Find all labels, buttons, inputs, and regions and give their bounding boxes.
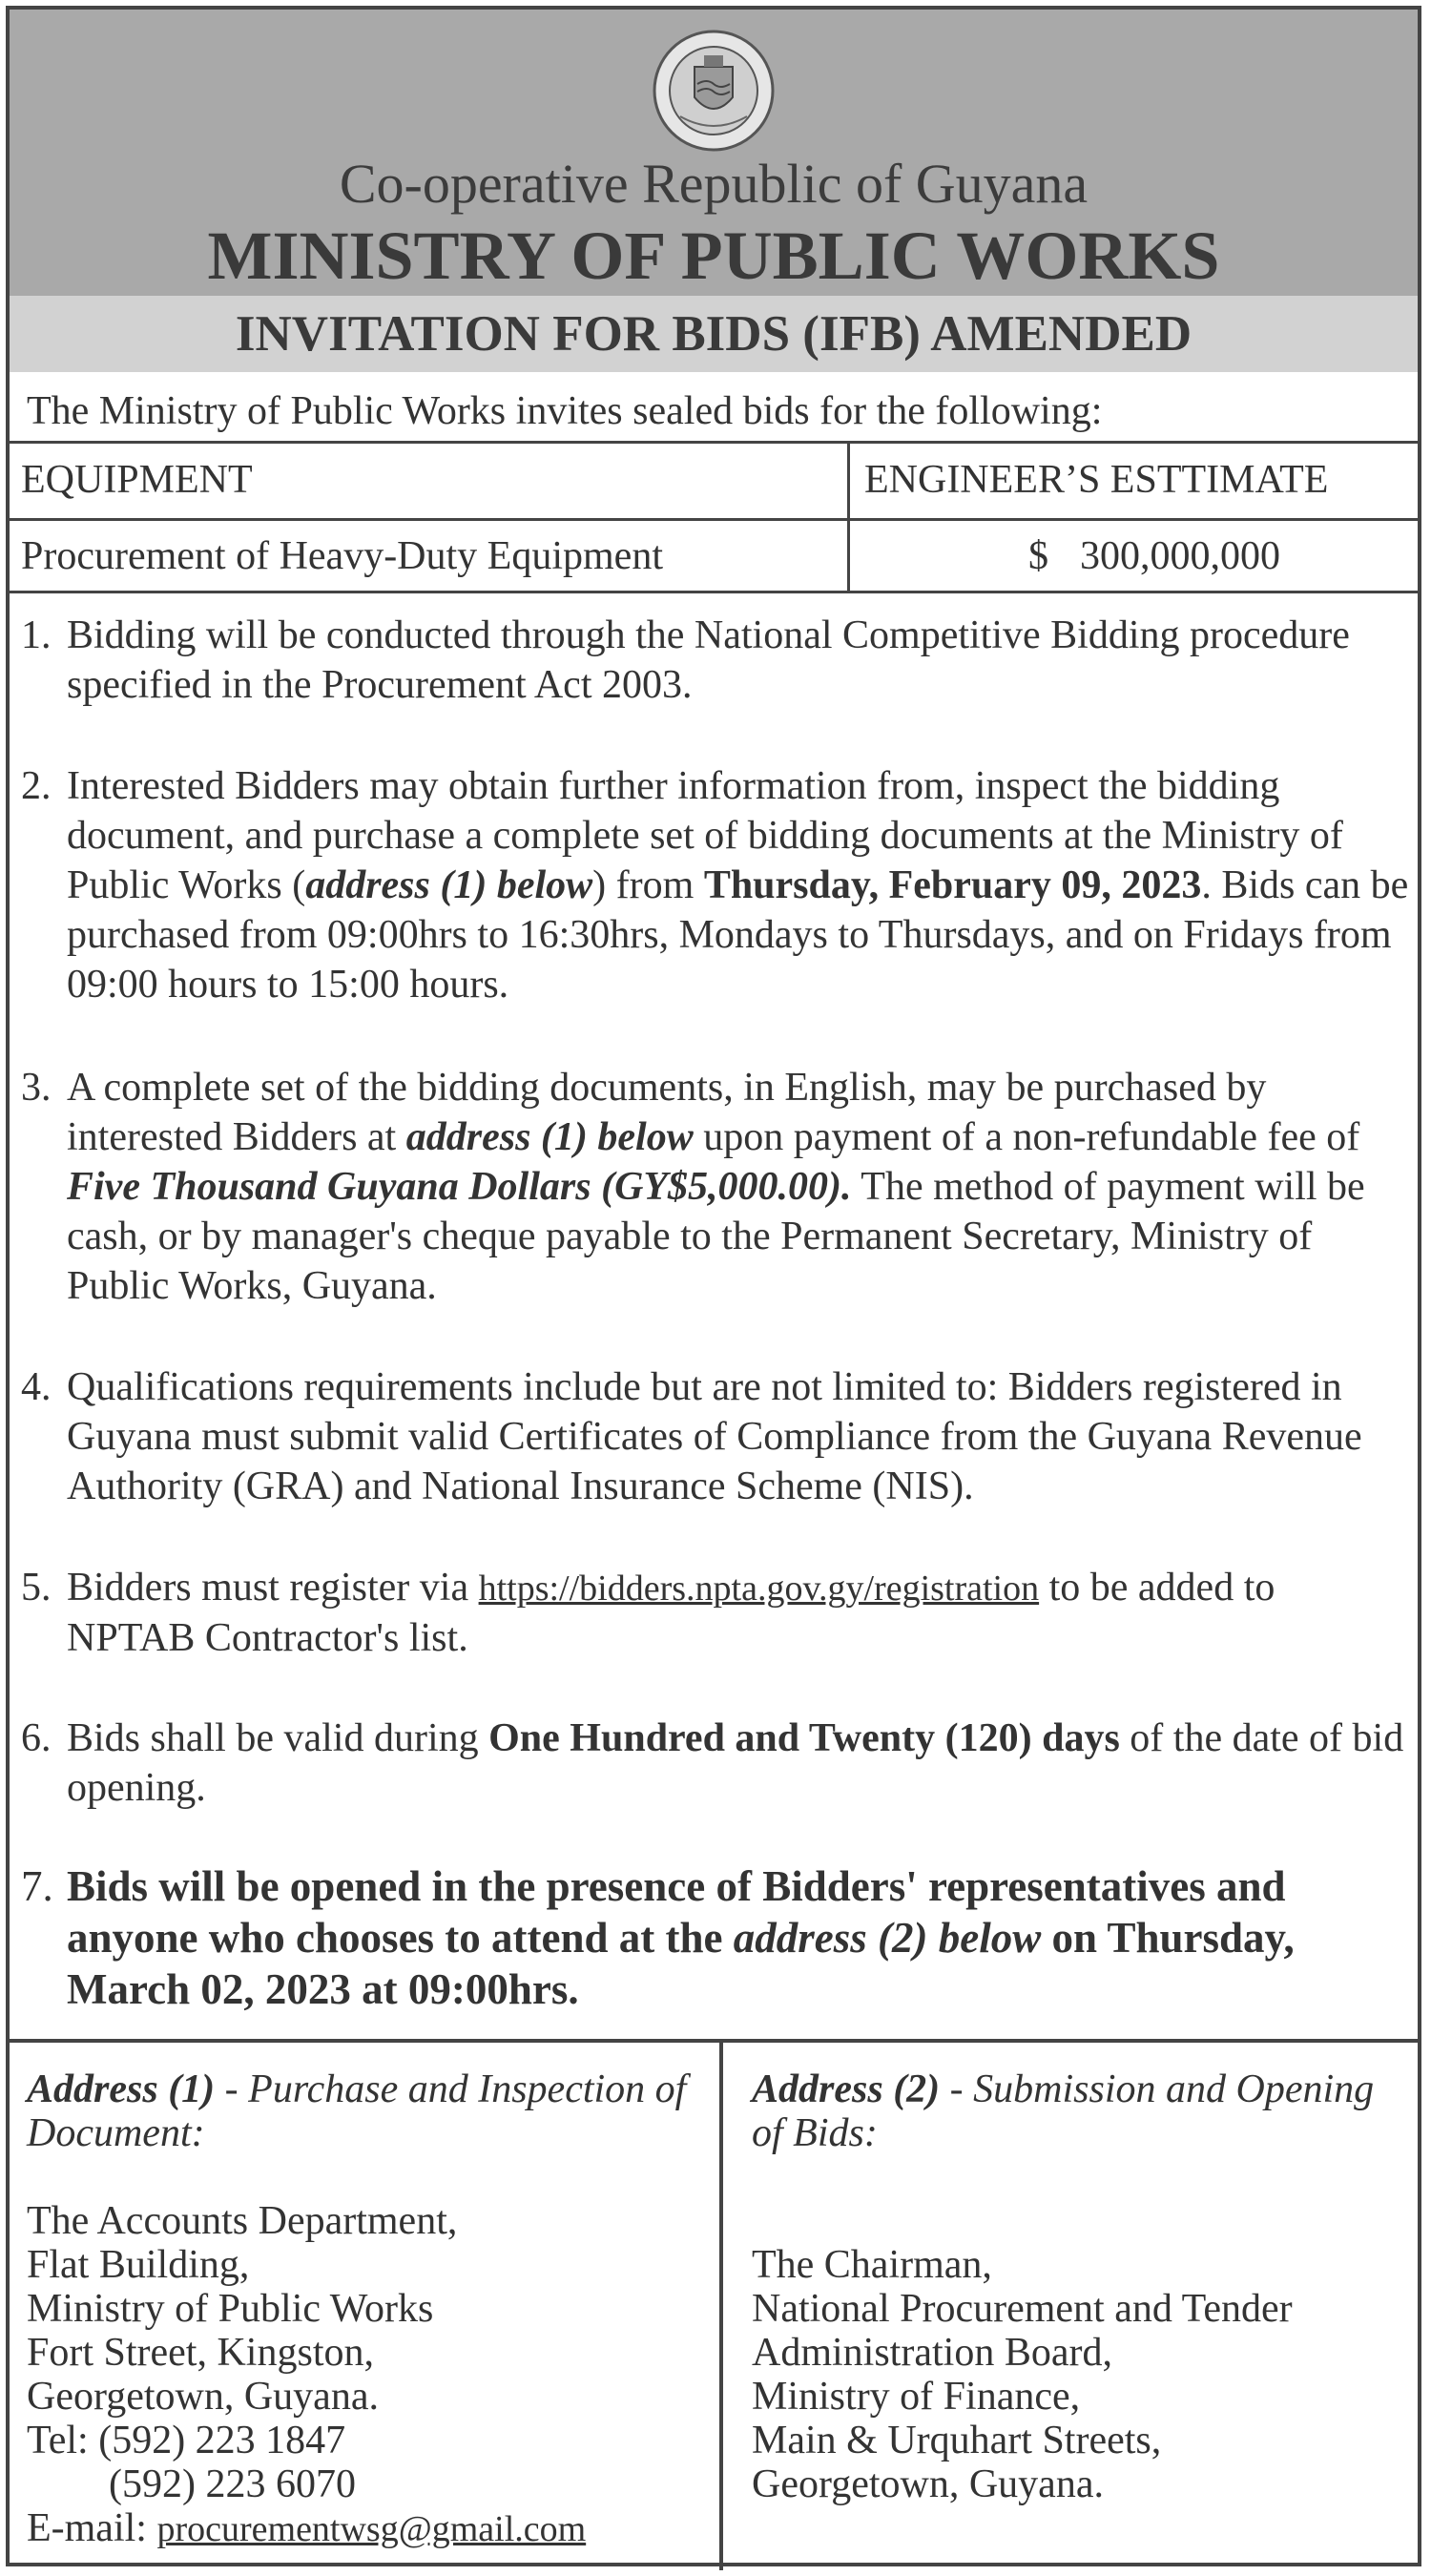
table-header-estimate: ENGINEER’S ESTTIMATE [864, 458, 1329, 502]
item-number: 1. [21, 613, 52, 657]
item-text: Bids will be opened in the presence of Bidders' representatives and anyone who chooses to attend at the [67, 1862, 1286, 1962]
address-1-label: Address (1) [27, 2067, 216, 2111]
item-text: Qualifications requirements include but are not limited to: Bidders registered in Guyana must submit valid Certificates of Compliance from the Guyana Revenue Authority (GRA) and National Insurance Scheme (NIS). [67, 1365, 1362, 1508]
fee-amount: Five Thousand Guyana Dollars (GY$5,000.00). [67, 1165, 852, 1209]
table-row-divider [10, 518, 1418, 521]
intro-text: The Ministry of Public Works invites sealed bids for the following: [27, 389, 1103, 433]
item-text: Interested Bidders may obtain further information from, inspect the bidding document, and purchase a complete set of bidding documents at the Ministry of Public Works ( [67, 764, 1343, 907]
address-reference: address (1) below [405, 1115, 694, 1159]
address-line: The Chairman, [752, 2243, 992, 2287]
item-text: upon payment of a non-refundable fee of [693, 1115, 1360, 1159]
item-number: 6. [21, 1716, 52, 1760]
telephone-number: (592) 223 1847 [98, 2419, 346, 2462]
list-item [21, 1860, 1409, 2015]
notice-frame [6, 6, 1421, 2566]
list-item [21, 611, 1409, 710]
item-text: . Bids can be purchased from 09:00hrs to 16:30hrs, Mondays to Thursdays, and on Fridays from 09:00 hours to 15:00 hours. [67, 863, 1409, 1007]
item-text: The method of payment will be cash, or by manager's cheque payable to the Permanent Secretary, Ministry of Public Works, Guyana. [67, 1165, 1365, 1308]
start-date: Thursday, February 09, 2023 [703, 863, 1202, 907]
item-text: Bids shall be valid during [67, 1716, 489, 1760]
item-number: 4. [21, 1365, 52, 1409]
tel-label: Tel: [27, 2419, 99, 2462]
table-cell-item: Procurement of Heavy-Duty Equipment [21, 534, 663, 578]
table-column-divider [847, 444, 850, 593]
address-line: Main & Urquhart Streets, [752, 2419, 1162, 2462]
address-2-heading [752, 2067, 1410, 2155]
item-text: Bidders must register via [67, 1566, 479, 1610]
address-1-heading [27, 2067, 695, 2155]
telephone-number: (592) 223 6070 [109, 2462, 356, 2506]
address-2-label: Address (2) [752, 2067, 941, 2111]
address-1-lines [27, 2199, 695, 2551]
list-item [21, 1362, 1409, 1511]
item-text: to be added to NPTAB Contractor's list. [67, 1566, 1275, 1660]
header-band [10, 10, 1418, 296]
address-1-title: - Purchase and Inspection of Document: [27, 2067, 687, 2155]
address-reference: address (2) below [733, 1914, 1042, 1962]
address-line: Fort Street, Kingston, [27, 2331, 374, 2375]
telephone-line [27, 2419, 695, 2462]
list-item [21, 761, 1409, 1009]
country-name: Co-operative Republic of Guyana [339, 153, 1089, 215]
address-line: Georgetown, Guyana. [752, 2462, 1104, 2506]
registration-link[interactable]: https://bidders.npta.gov.gy/registration [478, 1568, 1040, 1609]
telephone-line [27, 2462, 695, 2506]
email-label: E-mail: [27, 2506, 157, 2550]
item-text: ) from [592, 863, 704, 907]
address-line: Ministry of Finance, [752, 2375, 1081, 2419]
notice-title: INVITATION FOR BIDS (IFB) AMENDED [10, 296, 1418, 372]
address-reference: address (1) below [305, 863, 593, 907]
item-text: on Thursday, March 02, 2023 at 09:00hrs. [67, 1914, 1295, 2013]
item-number: 2. [21, 764, 52, 808]
address-column-divider [719, 2043, 723, 2570]
list-item [21, 1063, 1409, 1311]
address-2-title: - Submission and Opening of Bids: [752, 2067, 1375, 2155]
ministry-seal-icon [652, 29, 776, 153]
address-line: Administration Board, [752, 2331, 1112, 2375]
item-text: A complete set of the bidding documents, in English, may be purchased by interested Bidders at [67, 1066, 1267, 1159]
address-line: National Procurement and Tender [752, 2287, 1293, 2331]
item-number: 3. [21, 1066, 52, 1110]
address-section-rule [10, 2039, 1418, 2043]
address-line: The Accounts Department, [27, 2199, 458, 2243]
address-line: Flat Building, [27, 2243, 250, 2287]
email-line [27, 2506, 695, 2551]
address-2-lines [752, 2243, 1410, 2506]
table-cell-amount: 300,000,000 [1080, 534, 1280, 578]
address-line: Georgetown, Guyana. [27, 2375, 379, 2419]
ministry-name: MINISTRY OF PUBLIC WORKS [207, 218, 1220, 294]
item-text: Bidding will be conducted through the National Competitive Bidding procedure specified in the Procurement Act 2003. [67, 613, 1350, 707]
list-item [21, 1714, 1409, 1813]
table-cell-currency: $ [1028, 534, 1048, 578]
list-item [21, 1563, 1409, 1663]
item-text: of the date of bid opening. [67, 1716, 1404, 1810]
validity-period: One Hundred and Twenty (120) days [488, 1716, 1120, 1760]
equipment-table [10, 441, 1418, 593]
address-2-block [752, 2067, 1410, 2506]
address-line: Ministry of Public Works [27, 2287, 434, 2331]
address-1-block [27, 2067, 695, 2551]
item-number: 7. [21, 1862, 53, 1910]
table-header-equipment: EQUIPMENT [21, 458, 253, 502]
item-number: 5. [21, 1566, 52, 1610]
email-link[interactable]: procurementwsg@gmail.com [156, 2509, 587, 2549]
